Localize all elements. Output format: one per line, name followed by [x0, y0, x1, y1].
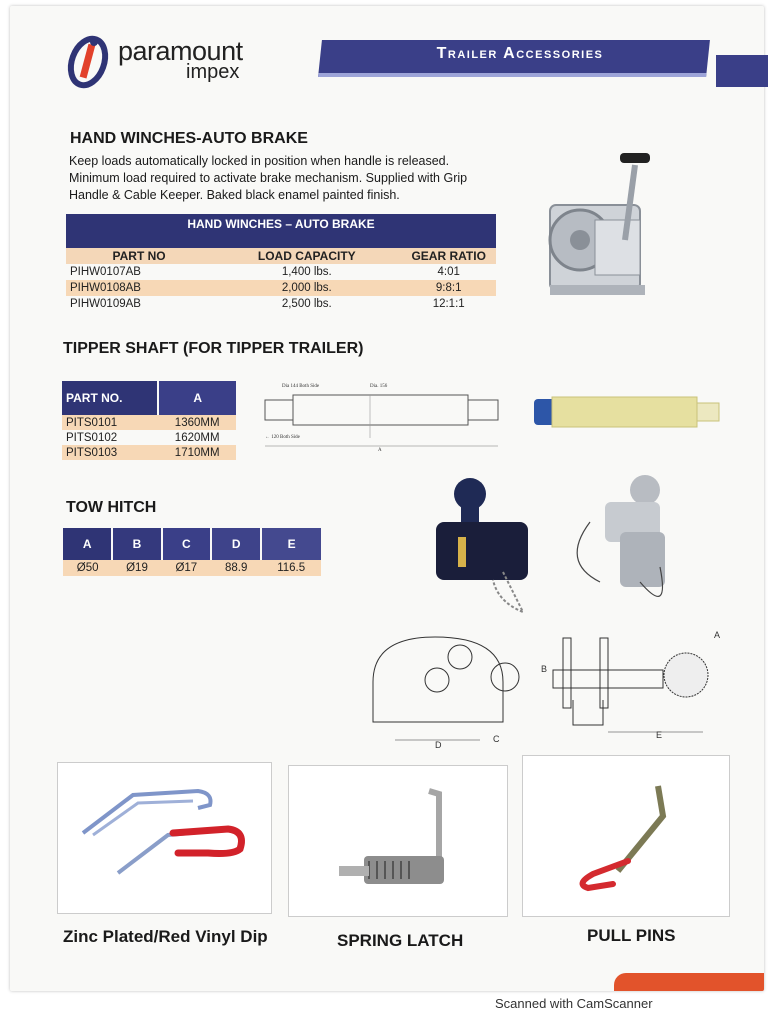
product-frame-pins [57, 762, 272, 914]
caption-pull-pins: PULL PINS [587, 926, 676, 945]
product-frame-latch [288, 765, 508, 917]
hand-winch-image [540, 145, 670, 310]
scanner-footer: Scanned with CamScanner [495, 996, 653, 1011]
winch-table-title: HAND WINCHES – AUTO BRAKE [187, 217, 375, 231]
tow-hitch-black-image [428, 472, 538, 622]
table-row: PITS0101 1360MM [62, 415, 236, 430]
tipper-table [62, 381, 236, 460]
zinc-plated-pins-image [58, 763, 271, 913]
winch-description: Keep loads automatically locked in position when handle is released. Minimum load required to activate brake mechanism. Supplied with Grip Handle & Cable Keeper. Baked black enamel painted finish. [69, 154, 468, 202]
table-row: PITS0102 1620MM [66, 431, 220, 444]
dim-label-both-side: ← 120 Both Side [265, 435, 300, 440]
tipper-shaft-image [532, 393, 722, 433]
table-row: PITS0103 1710MM [62, 445, 236, 460]
dim-label-a: A [378, 448, 382, 453]
banner-title: Trailer Accessories [436, 45, 604, 62]
spring-latch-image [289, 766, 507, 916]
winch-table-header: PART NO LOAD CAPACITY GEAR RATIO [66, 248, 496, 264]
tow-hitch-title: TOW HITCH [66, 499, 157, 516]
drawing-label-d: D [435, 740, 442, 750]
drawing-label-a: A [714, 630, 721, 640]
logo-mark-icon [66, 32, 116, 92]
tipper-title: TIPPER SHAFT (FOR TIPPER TRAILER) [63, 340, 364, 357]
tipper-shaft-drawing [260, 378, 505, 453]
caption-zinc-plated: Zinc Plated/Red Vinyl Dip [63, 927, 268, 946]
pull-pins-image [523, 756, 729, 916]
brand-name: paramount [118, 36, 243, 66]
drawing-label-c: C [493, 734, 500, 744]
drawing-label-b: B [541, 664, 548, 674]
table-row: PIHW0107AB 1,400 lbs. 4:01 [70, 266, 460, 278]
winch-title: HAND WINCHES-AUTO BRAKE [70, 130, 308, 147]
winch-table [66, 214, 496, 312]
drawing-label-e: E [656, 730, 663, 740]
table-row: Ø50 Ø19 Ø17 88.9 116.5 [63, 560, 321, 576]
caption-spring-latch: SPRING LATCH [337, 931, 464, 950]
tipper-table-header: PART NO. A [62, 381, 236, 415]
tow-hitch-silver-image [560, 472, 680, 617]
tow-hitch-drawing-side [538, 630, 723, 740]
banner-tab [716, 55, 768, 87]
product-frame-pull-pins [522, 755, 730, 917]
brand-logo [66, 32, 276, 94]
orange-corner-stripe [614, 973, 764, 991]
tow-hitch-table [63, 528, 321, 576]
tow-hitch-table-header: A B C D E [63, 528, 321, 560]
dim-label-dia: Dia. 156 [370, 384, 388, 389]
tow-hitch-drawing-front [365, 632, 525, 750]
dim-label-left: Dia 144 Both Side [282, 384, 320, 389]
table-row: PIHW0109AB 2,500 lbs. 12:1:1 [70, 298, 465, 310]
table-row: PIHW0108AB 2,000 lbs. 9:8:1 [66, 280, 496, 296]
brand-subname: impex [186, 61, 240, 83]
